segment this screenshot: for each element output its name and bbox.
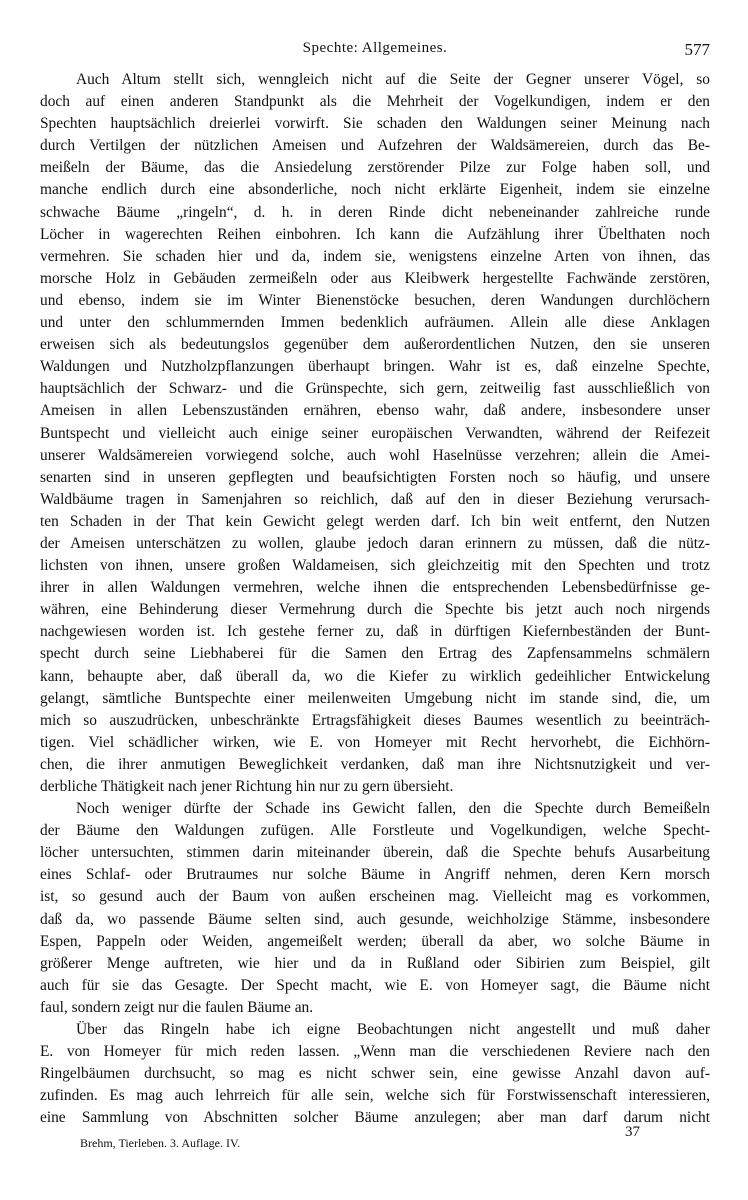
text-line: währen, eine Behinderung dieser Vermehrung durch die Spechte bis jetzt auch noch nirgends <box>40 601 710 619</box>
text-line: Über das Ringeln habe ich eigne Beobachtungen nicht angestellt und muß daher <box>76 1021 710 1039</box>
text-line: Spechten hauptsächlich dreierlei vorwirft. Sie schaden den Waldungen seiner Meinung nach <box>40 115 710 133</box>
text-line: gelangt, sämtliche Buntspechte einer meilenweiten Umgebung nicht im stande sind, die, um <box>40 689 710 707</box>
printer-signature: 37 <box>625 1124 640 1140</box>
page-number: 577 <box>684 40 710 59</box>
text-line: der Ameisen unterschätzen zu wollen, glaube jedoch daran erinnern zu müssen, daß die nütz- <box>40 534 710 552</box>
text-line: und ebenso, indem sie im Winter Bienenstöcke besuchen, deren Wandungen durchlöchern <box>40 291 710 309</box>
text-line: und unter den schlummernden Immen bedenklich aufräumen. Allein alle diese Anklagen <box>40 314 710 332</box>
text-line: erweisen sich als bedeutungslos gegenüber dem außerordentlichen Nutzen, den sie unseren <box>40 336 710 354</box>
page-footer <box>40 1122 710 1152</box>
text-line: auch für sie das Gesagte. Der Specht macht, wie E. von Homeyer sagt, die Bäume nicht <box>40 976 710 994</box>
text-line: tigen. Viel schädlicher wirken, wie E. von Homeyer mit Recht hervorhebt, die Eichhörn- <box>40 733 710 751</box>
text-line: derbliche Thätigkeit nach jener Richtung hin nur zu gern übersieht. <box>40 778 454 795</box>
text-line: durch Vertilgen der nützlichen Ameisen und Aufzehren der Waldsämereien, durch das Be- <box>40 137 710 155</box>
text-line: ten Schaden in der That kein Gewicht gelegt werden darf. Ich bin weit entfernt, den Nutzen <box>40 512 710 530</box>
text-line: specht durch seine Liebhaberei für die Samen den Ertrag des Zapfensammelns schmälern <box>40 645 710 663</box>
text-line: manche endlich durch eine absonderliche, noch nicht erklärte Eigenheit, indem sie einzelne <box>40 181 710 199</box>
text-line: daß da, wo passende Bäume selten sind, auch gesunde, weichholzige Stämme, insbesondere <box>40 910 710 928</box>
text-line: Ringelbäumen durchsucht, so mag es nicht schwer sein, eine gewisse Anzahl davon auf- <box>40 1065 710 1083</box>
text-line: löcher untersuchten, stimmen darin miteinander überein, daß die Spechte behufs Ausarbeitung <box>40 844 710 862</box>
running-title: Spechte: Allgemeines. <box>302 40 448 56</box>
text-line: mich so auszudrücken, unbeschränkte Ertragsfähigkeit dieses Baumes wesentlich zu beeinträch- <box>40 711 710 729</box>
text-line: vermehren. Sie schaden hier und da, indem sie, wenigstens einzelne Arten von ihnen, das <box>40 247 710 265</box>
text-line: senarten sind in unseren gepflegten und beaufsichtigten Forsten noch so häufig, und unsere <box>40 468 710 486</box>
text-line: nachgewiesen worden ist. Ich gestehe ferner zu, daß in dürftigen Kiefernbeständen der Bunt- <box>40 623 710 641</box>
text-line: zufinden. Es mag auch lehrreich für alle sein, welche sich für Forstwissenschaft interessieren, <box>40 1087 710 1105</box>
text-line: chen, die ihrer anmutigen Beweglichkeit verdanken, daß man ihre Nichtsnutzigkeit und ver- <box>40 755 710 773</box>
text-line: E. von Homeyer für mich reden lassen. „Wenn man die verschiedenen Reviere nach den <box>40 1043 710 1061</box>
footer-citation: Brehm, Tierleben. 3. Auflage. IV. <box>80 1136 241 1150</box>
body-text <box>40 69 710 1130</box>
text-line: Auch Altum stellt sich, wenngleich nicht auf die Seite der Gegner unserer Vögel, so <box>76 71 710 88</box>
text-line: Ameisen in allen Lebenszuständen ernähren, ebenso wahr, daß andere, insbesondere unser <box>40 402 710 420</box>
text-line: eine Sammlung von Abschnitten solcher Bäume anzulegen; aber man darf darum nicht <box>40 1109 710 1127</box>
text-line: Buntspecht und vielleicht auch einige seiner europäischen Verwandten, während der Reifezeit <box>40 424 710 442</box>
text-line: lichsten von ihnen, unsere großen Waldameisen, sich gleichzeitig mit den Spechten und trotz <box>40 557 710 575</box>
page-header <box>40 40 710 64</box>
text-line: doch auf einen anderen Standpunkt als die Mehrheit der Vogelkundigen, indem er den <box>40 93 710 111</box>
text-line: ihrer in allen Waldungen vermehren, welche ihnen die entsprechenden Lebensbedürfnisse ge- <box>40 579 710 597</box>
text-line: Noch weniger dürfte der Schade ins Gewicht fallen, den die Spechte durch Bemeißeln <box>76 800 710 818</box>
text-line: eines Schlaf- oder Brutraumes nur solche Bäume in Angriff nehmen, deren Kern morsch <box>40 866 710 884</box>
text-line: der Bäume den Waldungen zufügen. Alle Forstleute und Vogelkundigen, welche Specht- <box>40 822 710 840</box>
text-line: größerer Menge auftreten, wie hier und da in Rußland oder Sibirien zum Beispiel, gilt <box>40 954 710 972</box>
text-line: ist, so gesund auch der Baum von außen erscheinen mag. Vielleicht mag es vorkommen, <box>40 888 710 906</box>
text-line: schwache Bäume „ringeln“, d. h. in deren Rinde dicht nebeneinander zahlreiche runde <box>40 203 710 221</box>
text-line: meißeln der Bäume, das die Ansiedelung zerstörender Pilze zur Folge haben soll, und <box>40 159 710 177</box>
paragraph <box>40 798 710 1019</box>
text-line: Waldungen und Nutzholzpflanzungen überhaupt bringen. Wahr ist es, daß einzelne Spechte, <box>40 358 710 376</box>
text-line: kann, behaupte aber, daß überall da, wo die Kiefer zu wirklich gedeihlicher Entwickelung <box>40 667 710 685</box>
text-line: unserer Waldsämereien vorwiegend solche, auch wohl Haselnüsse verzehren; allein die Amei- <box>40 446 710 464</box>
text-line: Waldbäume tragen in Samenjahren so reichlich, daß auf den in dieser Beziehung verursach- <box>40 490 710 508</box>
paragraph <box>40 1019 710 1129</box>
paragraph <box>40 69 710 798</box>
text-line: morsche Holz in Gebäuden zermeißeln oder aus Kleibwerk hergestellte Fachwände zerstören, <box>40 269 710 287</box>
text-line: Löcher in wagerechten Reihen einbohren. Ich kann die Aufzählung ihrer Übelthaten noch <box>40 225 710 243</box>
text-line: hauptsächlich der Schwarz- und die Grünspechte, sich gern, zeitweilig fast ausschließlich von <box>40 380 710 398</box>
text-line: faul, sondern zeigt nur die faulen Bäume an. <box>40 998 314 1016</box>
text-line: Espen, Pappeln oder Weiden, angemeißelt werden; überall da aber, wo solche Bäume in <box>40 932 710 950</box>
